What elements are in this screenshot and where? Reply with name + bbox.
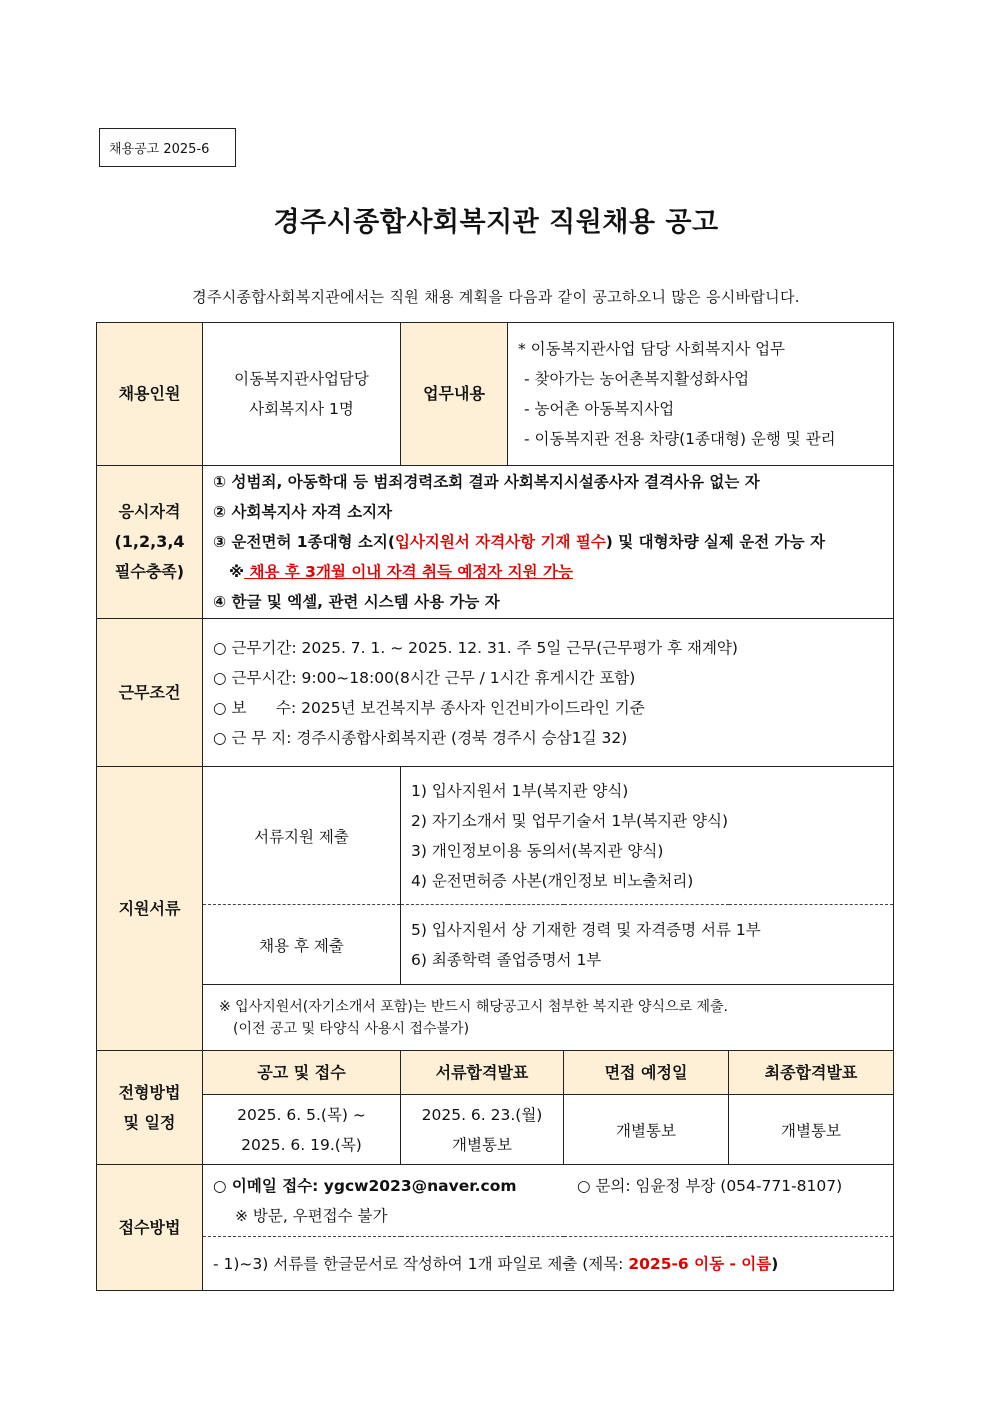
duty-item: - 이동복지관 전용 차량(1종대형) 운행 및 관리 (524, 430, 836, 448)
document-item: 5) 입사지원서 상 기재한 경력 및 자격증명 서류 1부 (411, 920, 761, 939)
duty-item: * 이동복지관사업 담당 사회복지사 업무 (518, 340, 786, 358)
documents-header: 지원서류 (97, 767, 203, 1051)
documents-group2-list (401, 905, 894, 985)
intro-text: 경주시종합사회복지관에서는 직원 채용 계획을 다음과 같이 공고하오니 많은 응시바랍니다. (192, 288, 800, 306)
documents-note-line-1: ※ 입사지원서(자기소개서 포함)는 반드시 해당공고시 첨부한 복지관 양식으로 제출. (219, 998, 728, 1015)
apply-contact: ○ 문의: 임윤정 부장 (054-771-8107) (577, 1176, 843, 1195)
schedule-value-3: 개별통보 (564, 1095, 729, 1165)
apply-email-cell (203, 1165, 894, 1237)
schedule-value-2-line-1: 2025. 6. 23.(월) (421, 1105, 543, 1124)
condition-item: ○ 근무시간: 9:00~18:00(8시간 근무 / 1시간 휴게시간 포함) (213, 668, 636, 687)
schedule-col-3: 면접 예정일 (564, 1051, 729, 1095)
notice-number-box (99, 128, 236, 167)
qualify-item-1: ① 성범죄, 아동학대 등 범죄경력조회 결과 사회복지시설종사자 결격사유 없는 자 (213, 473, 760, 491)
documents-note-line-2: (이전 공고 및 타양식 사용시 접수불가) (233, 1020, 470, 1037)
qualify-item-2: ② 사회복지사 자격 소지자 (213, 503, 393, 521)
note-mark: ※ (229, 563, 245, 581)
schedule-header (97, 1051, 203, 1165)
apply-file-cell (203, 1237, 894, 1291)
qualify-header-line-2: (1,2,3,4 (114, 532, 185, 551)
condition-item: ○ 근 무 지: 경주시종합사회복지관 (경북 경주시 승삼1길 32) (213, 728, 628, 747)
apply-file-title: 2025-6 이동 - 이름 (628, 1254, 772, 1273)
apply-row-1 (97, 1165, 894, 1237)
schedule-col-4: 최종합격발표 (729, 1051, 894, 1095)
position-line-1: 이동복지관사업담당 (234, 370, 369, 388)
schedule-value-2-line-2: 개별통보 (452, 1135, 512, 1154)
schedule-value-1-line-1: 2025. 6. 5.(목) ~ (237, 1105, 366, 1124)
recruitment-table (96, 322, 894, 1291)
apply-row-2 (97, 1237, 894, 1291)
documents-note (203, 985, 894, 1051)
schedule-value-2 (401, 1095, 564, 1165)
documents-group1-label: 서류지원 제출 (203, 767, 401, 905)
schedule-header-line-2: 및 일정 (123, 1112, 176, 1132)
duty-list (508, 323, 894, 466)
conditions-list (203, 619, 894, 767)
schedule-header-row (97, 1051, 894, 1095)
apply-email: ○ 이메일 접수: ygcw2023@naver.com (213, 1176, 517, 1195)
document-item: 1) 입사지원서 1부(복지관 양식) (411, 781, 629, 800)
schedule-value-1 (203, 1095, 401, 1165)
apply-note: ※ 방문, 우편접수 불가 (235, 1206, 388, 1225)
qualify-header-line-1: 응시자격 (118, 502, 181, 521)
duty-header: 업무내용 (401, 323, 508, 466)
documents-group2-label: 채용 후 제출 (203, 905, 401, 985)
duty-item: - 찾아가는 농어촌복지활성화사업 (524, 370, 750, 388)
schedule-value-1-line-2: 2025. 6. 19.(목) (241, 1135, 362, 1154)
page-title: 경주시종합사회복지관 직원채용 공고 (273, 207, 719, 238)
apply-file-text: - 1)~3) 서류를 한글문서로 작성하여 1개 파일로 제출 (제목: (213, 1254, 629, 1273)
schedule-value-row (97, 1095, 894, 1165)
condition-item: ○ 보 수: 2025년 보건복지부 종사자 인건비가이드라인 기준 (213, 698, 645, 717)
qualify-item-4: ④ 한글 및 엑셀, 관련 시스템 사용 가능 자 (213, 593, 500, 611)
documents-row-1 (97, 767, 894, 905)
qualify-list (203, 466, 894, 619)
recruit-header: 채용인원 (97, 323, 203, 466)
schedule-value-4: 개별통보 (729, 1095, 894, 1165)
qualify-item-3-text-a: ③ 운전면허 1종대형 소지( (213, 533, 395, 551)
conditions-row (97, 619, 894, 767)
duty-item: - 농어촌 아동복지사업 (524, 400, 675, 418)
document-item: 4) 운전면허증 사본(개인정보 비노출처리) (411, 871, 694, 890)
apply-line-1 (213, 1171, 893, 1201)
document-item: 2) 자기소개서 및 업무기술서 1부(복지관 양식) (411, 811, 729, 830)
qualify-item-3-required: 입사지원서 자격사항 기재 필수 (394, 533, 606, 551)
qualify-item-3 (213, 527, 893, 557)
qualify-header (97, 466, 203, 619)
recruit-position (203, 323, 401, 466)
apply-file-close: ) (771, 1254, 779, 1273)
qualify-row (97, 466, 894, 619)
recruit-row (97, 323, 894, 466)
document-item: 3) 개인정보이용 동의서(복지관 양식) (411, 841, 664, 860)
conditions-header: 근무조건 (97, 619, 203, 767)
documents-group1-list (401, 767, 894, 905)
qualify-note-text: 채용 후 3개월 이내 자격 취득 예정자 지원 가능 (244, 563, 573, 581)
documents-row-3 (97, 985, 894, 1051)
schedule-col-1: 공고 및 접수 (203, 1051, 401, 1095)
apply-header: 접수방법 (97, 1165, 203, 1291)
condition-item: ○ 근무기간: 2025. 7. 1. ~ 2025. 12. 31. 주 5일 근무(근무평가 후 재계약) (213, 638, 738, 657)
document-item: 6) 최종학력 졸업증명서 1부 (411, 950, 602, 969)
schedule-header-line-1: 전형방법 (118, 1082, 181, 1102)
qualify-item-3-text-b: ) 및 대형차량 실제 운전 가능 자 (605, 533, 825, 551)
qualify-header-line-3: 필수충족) (114, 562, 185, 581)
apply-file-line (213, 1249, 893, 1279)
schedule-col-2: 서류합격발표 (401, 1051, 564, 1095)
qualify-item-3-note (213, 557, 893, 587)
documents-row-2 (97, 905, 894, 985)
notice-number: 채용공고 2025-6 (109, 142, 210, 157)
position-line-2: 사회복지사 1명 (249, 400, 354, 418)
